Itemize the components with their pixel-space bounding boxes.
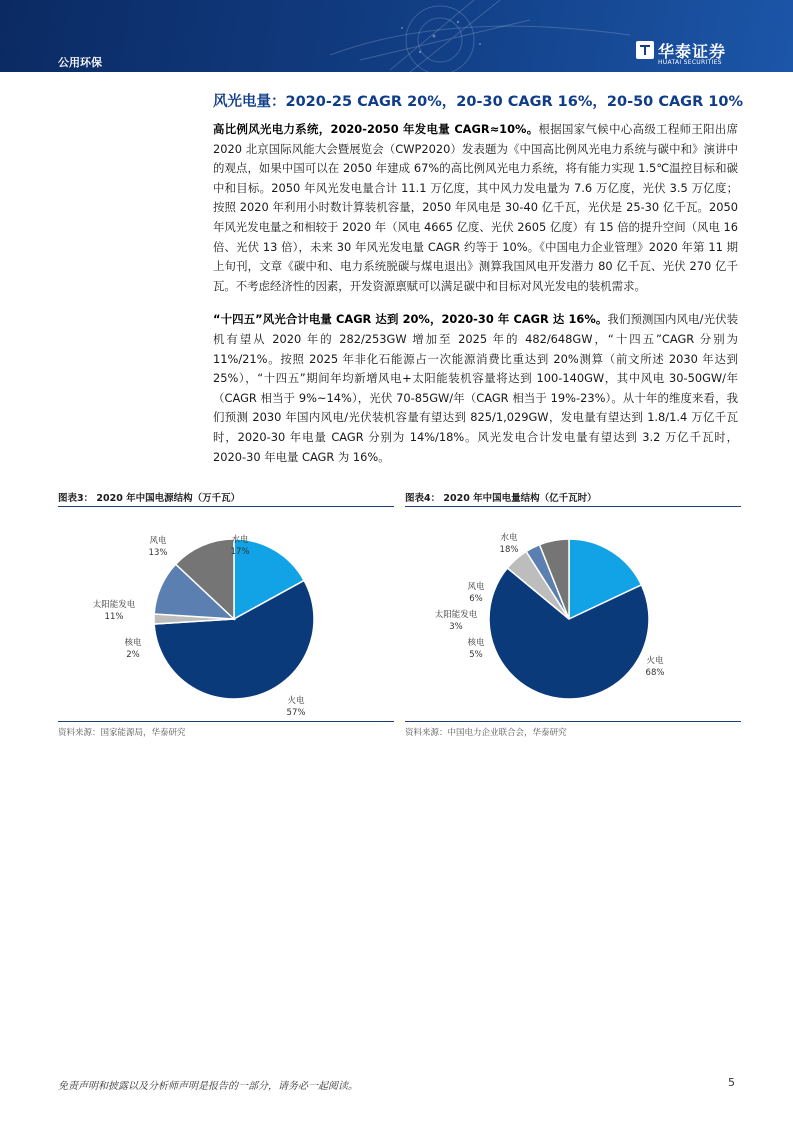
- paragraph-1-lead: 高比例风光电力系统，2020-2050 年发电量 CAGR≈10%。: [213, 122, 539, 136]
- figure-3: [58, 490, 394, 738]
- pie-label-5: 风电: [149, 536, 167, 546]
- pie-label-2: 火电: [287, 696, 305, 706]
- page-header: [0, 0, 793, 72]
- pie-label-1: 水电: [231, 535, 249, 545]
- paragraph-2: [213, 310, 738, 467]
- paragraph-2-lead: “十四五”风光合计电量 CAGR 达到 20%，2020-30 年 CAGR 达 16%。: [213, 312, 608, 327]
- header-decoration-graphic: [330, 0, 630, 72]
- pie-label-3: 核电: [467, 638, 485, 648]
- pie-label-1: 水电: [500, 533, 518, 543]
- logo-name: 华泰证券: [658, 42, 727, 61]
- pie-label-2: 火电: [646, 656, 664, 666]
- huatai-logo-icon: [636, 41, 654, 59]
- paragraph-2-body: 我们预测国内风电/光伏装机有望从 2020 年的 282/253GW 增加至 2025 年的 482/648GW，“十四五”CAGR 分别为 11%/21%。按照 2025 年非化石能源占一次能源消费比重达到 20%测算（前文所述 2030 年达到 25%），“十四五”期间年均新增风电+太阳能装机容量将达到 100-140GW，其中风电 30-50GW/年（CAGR 相当于 9%~14%），光伏 70-85GW/年（CAGR 相当于 19%-23%）。从十年的维度来看，我们预测 2030 年国内风电/光伏装机容量有望达到 825/1,029GW，发电量有望达到 1.8/1.4 万亿千瓦时，2020-30 年电量 CAGR 分别为 14%/18%。风光发电合计发电量有望达到 3.2 万亿千瓦时，2020-30 年电量 CAGR 为 16%。: [213, 312, 739, 464]
- main-content: [213, 90, 743, 467]
- logo-subtitle: HUATAI SECURITIES: [658, 59, 722, 66]
- pie-value-3: 2%: [126, 650, 140, 660]
- footer-disclaimer: 免责声明和披露以及分析师声明是报告的一部分，请务必一起阅读。: [58, 1081, 358, 1092]
- paragraph-1-body: 根据国家气候中心高级工程师王阳出席 2020 北京国际风能大会暨展览会（CWP2020）发表题为《中国高比例风光电力系统与碳中和》演讲中的观点，如果中国可以在 2050 年建成 67%的高比例风光电力系统，将有能力实现 1.5℃温控目标和碳中和目标。2050 年风光发电量合计 11.1 万亿度，其中风力发电量为 7.6 万亿度，光伏 3.5 万亿度；按照 2020 年利用小时数计算装机容量，2050 年风电是 30-40 亿千瓦，光伏是 25-30 亿千瓦。2050 年风光发电量之和相较于 2020 年（风电 4665 亿度、光伏 2605 亿度）有 15 倍的提升空间（风电 16 倍、光伏 13 倍），未来 30 年风光发电量 CAGR 约等于 10%。《中国电力企业管理》2020 年第 11 期上旬刊，文章《碳中和、电力系统脱碳与煤电退出》测算我国风电开发潜力 80 亿千瓦、光伏 270 亿千瓦。不考虑经济性的因素，开发资源禀赋可以满足碳中和目标对风光发电的装机需求。: [213, 122, 738, 293]
- figure-3-pie-chart: [58, 507, 394, 721]
- figure-4-pie-chart: [405, 507, 741, 721]
- page-number: 5: [728, 1076, 735, 1089]
- pie-value-3: 5%: [469, 650, 483, 660]
- pie-value-1: 17%: [230, 547, 250, 557]
- pie-value-1: 18%: [499, 545, 519, 555]
- figure-4-title: 图表4： 2020 年中国电量结构（亿千瓦时）: [405, 490, 741, 507]
- pie-label-4: 太阳能发电: [434, 610, 478, 620]
- paragraph-1: [213, 120, 738, 296]
- pie-label-5: 风电: [467, 582, 485, 592]
- pie-value-4: 11%: [104, 612, 124, 622]
- pie-value-5: 6%: [469, 594, 483, 604]
- figure-4-source: 资料来源：中国电力企业联合会，华泰研究: [405, 721, 741, 738]
- pie-label-3: 核电: [124, 638, 142, 648]
- figure-3-source: 资料来源：国家能源局，华泰研究: [58, 721, 394, 738]
- figure-4: [405, 490, 741, 738]
- sector-label: 公用环保: [58, 56, 102, 69]
- pie-value-2: 57%: [286, 708, 306, 718]
- pie-value-5: 13%: [148, 548, 168, 558]
- pie-value-4: 3%: [449, 622, 463, 632]
- figure-3-title: 图表3： 2020 年中国电源结构（万千瓦）: [58, 490, 394, 507]
- pie-value-2: 68%: [645, 668, 665, 678]
- section-title: 风光电量：2020-25 CAGR 20%，20-30 CAGR 16%，20-50 CAGR 10%: [213, 94, 743, 110]
- pie-label-4: 太阳能发电: [92, 600, 136, 610]
